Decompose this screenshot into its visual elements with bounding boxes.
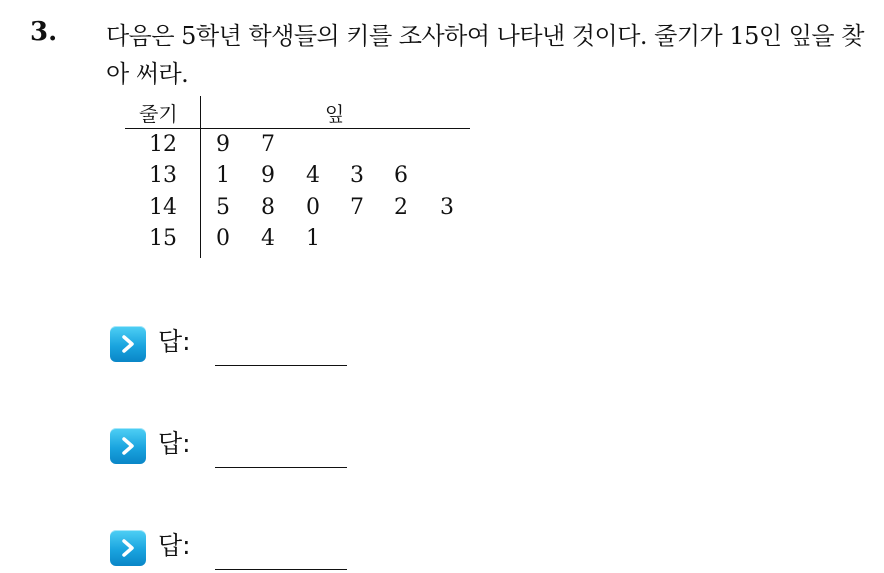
leaf-value: 3 xyxy=(440,195,454,220)
answer-label: 답: xyxy=(158,327,191,356)
leaf-value: 3 xyxy=(350,163,364,188)
leaf-value: 8 xyxy=(261,195,275,220)
answer-blank[interactable] xyxy=(215,467,347,468)
stem-divider xyxy=(200,96,201,258)
header-rule xyxy=(125,128,470,129)
leaf-value: 1 xyxy=(216,163,230,188)
chevron-right-icon xyxy=(110,326,146,362)
stem-header: 줄기 xyxy=(139,102,178,126)
chevron-right-icon xyxy=(110,428,146,464)
leaf-value: 4 xyxy=(306,163,320,188)
stem-value: 14 xyxy=(149,195,177,220)
answer-blank[interactable] xyxy=(215,569,347,570)
answer-slot-3 xyxy=(110,527,370,567)
answer-slot-2 xyxy=(110,425,370,465)
answer-blank[interactable] xyxy=(215,365,347,366)
leaf-value: 6 xyxy=(394,163,408,188)
leaf-value: 0 xyxy=(216,226,230,251)
stem-value: 13 xyxy=(149,163,177,188)
question-number: 3. xyxy=(30,17,58,47)
leaf-value: 9 xyxy=(261,163,275,188)
leaf-value: 9 xyxy=(216,132,230,157)
answer-slot-1 xyxy=(110,323,370,363)
leaf-value: 4 xyxy=(261,226,275,251)
leaf-header: 잎 xyxy=(325,102,345,126)
question-text: 다음은 5학년 학생들의 키를 조사하여 나타낸 것이다. 줄기가 15인 잎을 찾아 써라. xyxy=(106,22,864,88)
stem-value: 15 xyxy=(149,226,177,251)
leaf-value: 5 xyxy=(216,195,230,220)
stem-leaf-plot xyxy=(125,96,470,258)
leaf-value: 1 xyxy=(306,226,320,251)
leaf-value: 7 xyxy=(350,195,364,220)
chevron-right-icon xyxy=(110,530,146,566)
stem-value: 12 xyxy=(149,132,177,157)
answer-label: 답: xyxy=(158,531,191,560)
leaf-value: 2 xyxy=(394,195,408,220)
answer-label: 답: xyxy=(158,429,191,458)
leaf-value: 7 xyxy=(261,132,275,157)
leaf-value: 0 xyxy=(306,195,320,220)
